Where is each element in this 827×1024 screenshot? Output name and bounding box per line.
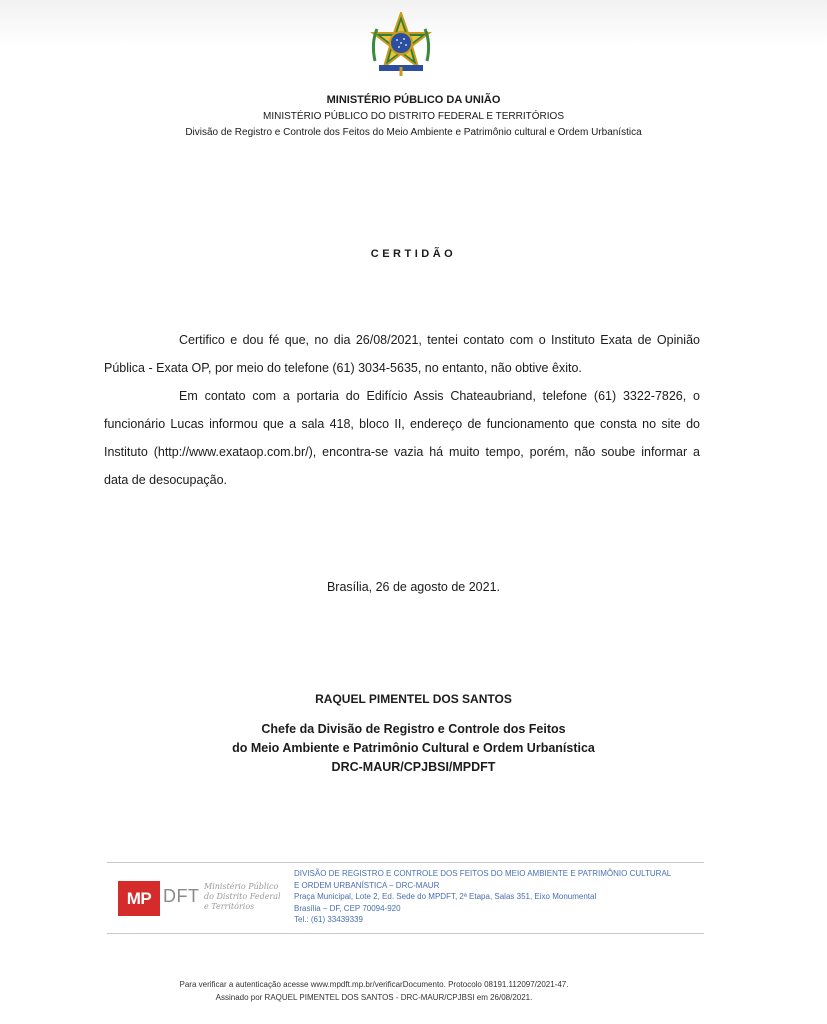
mpdft-logo-mark: MP	[118, 881, 160, 916]
verification-note	[0, 978, 748, 1004]
signer-role-line-2: do Meio Ambiente e Patrimônio Cultural e Ordem Urbanística	[232, 741, 595, 755]
mpdft-logo-dft: DFT	[163, 886, 200, 906]
signer-role	[0, 720, 827, 777]
logo-text-line-1: Ministério Público	[204, 882, 279, 891]
contact-line-4: Brasília – DF, CEP 70094-920	[294, 903, 401, 913]
contact-line-3: Praça Municipal, Lote 2, Ed. Sede do MPDFT, 2ª Etapa, Salas 351, Eixo Monumental	[294, 892, 597, 902]
contact-line-2: E ORDEM URBANÍSTICA – DRC-MAUR	[294, 880, 440, 890]
signer-role-line-3: DRC-MAUR/CPJBSI/MPDFT	[331, 760, 496, 774]
signer-role-line-1: Chefe da Divisão de Registro e Controle dos Feitos	[261, 722, 566, 736]
verification-line-2: Assinado por RAQUEL PIMENTEL DOS SANTOS - DRC-MAUR/CPJBSI em 26/08/2021.	[215, 993, 533, 1002]
place-date: Brasília, 26 de agosto de 2021.	[326, 580, 501, 594]
verification-line-1: Para verificar a autenticação acesse www.mpdft.mp.br/verificarDocumento. Protocolo 08191.112097/2021-47.	[179, 980, 569, 989]
contact-line-5: Tel.: (61) 33439339	[294, 915, 363, 925]
brazil-coat-of-arms-icon	[363, 12, 439, 78]
logo-text-line-2: do Distrito Federal	[204, 892, 281, 901]
logo-text-line-3: e Territórios	[204, 902, 255, 911]
signer-name: RAQUEL PIMENTEL DOS SANTOS	[315, 692, 512, 706]
division-name: Divisão de Registro e Controle dos Feitos do Meio Ambiente e Patrimônio cultural e Ordem Urbanística	[185, 127, 642, 138]
footer-letterhead	[107, 862, 704, 934]
document-title: CERTIDÃO	[370, 248, 457, 260]
footer-contact	[294, 868, 700, 926]
org-name: MINISTÉRIO PÚBLICO DA UNIÃO	[326, 94, 501, 106]
document-body	[104, 326, 700, 494]
paragraph-2: Em contato com a portaria do Edifício Assis Chateaubriand, telefone (61) 3322-7826, o funcionário Lucas informou que a sala 418, bloco II, endereço de funcionamento que consta no site do Instituto (http://www.exataop.com.br/), encontra-se vazia há muito tempo, porém, não soube informar a data de desocupação.	[104, 389, 700, 487]
paragraph-1: Certifico e dou fé que, no dia 26/08/2021, tentei contato com o Instituto Exata de Opinião Pública - Exata OP, por meio do telefone (61) 3034-5635, no entanto, não obtive êxito.	[104, 333, 700, 375]
mpdft-logo-text	[204, 882, 281, 912]
sub-org-name: MINISTÉRIO PÚBLICO DO DISTRITO FEDERAL E TERRITÓRIOS	[263, 111, 564, 122]
contact-line-1: DIVISÃO DE REGISTRO E CONTROLE DOS FEITOS DO MEIO AMBIENTE E PATRIMÔNIO CULTURAL	[294, 869, 672, 878]
